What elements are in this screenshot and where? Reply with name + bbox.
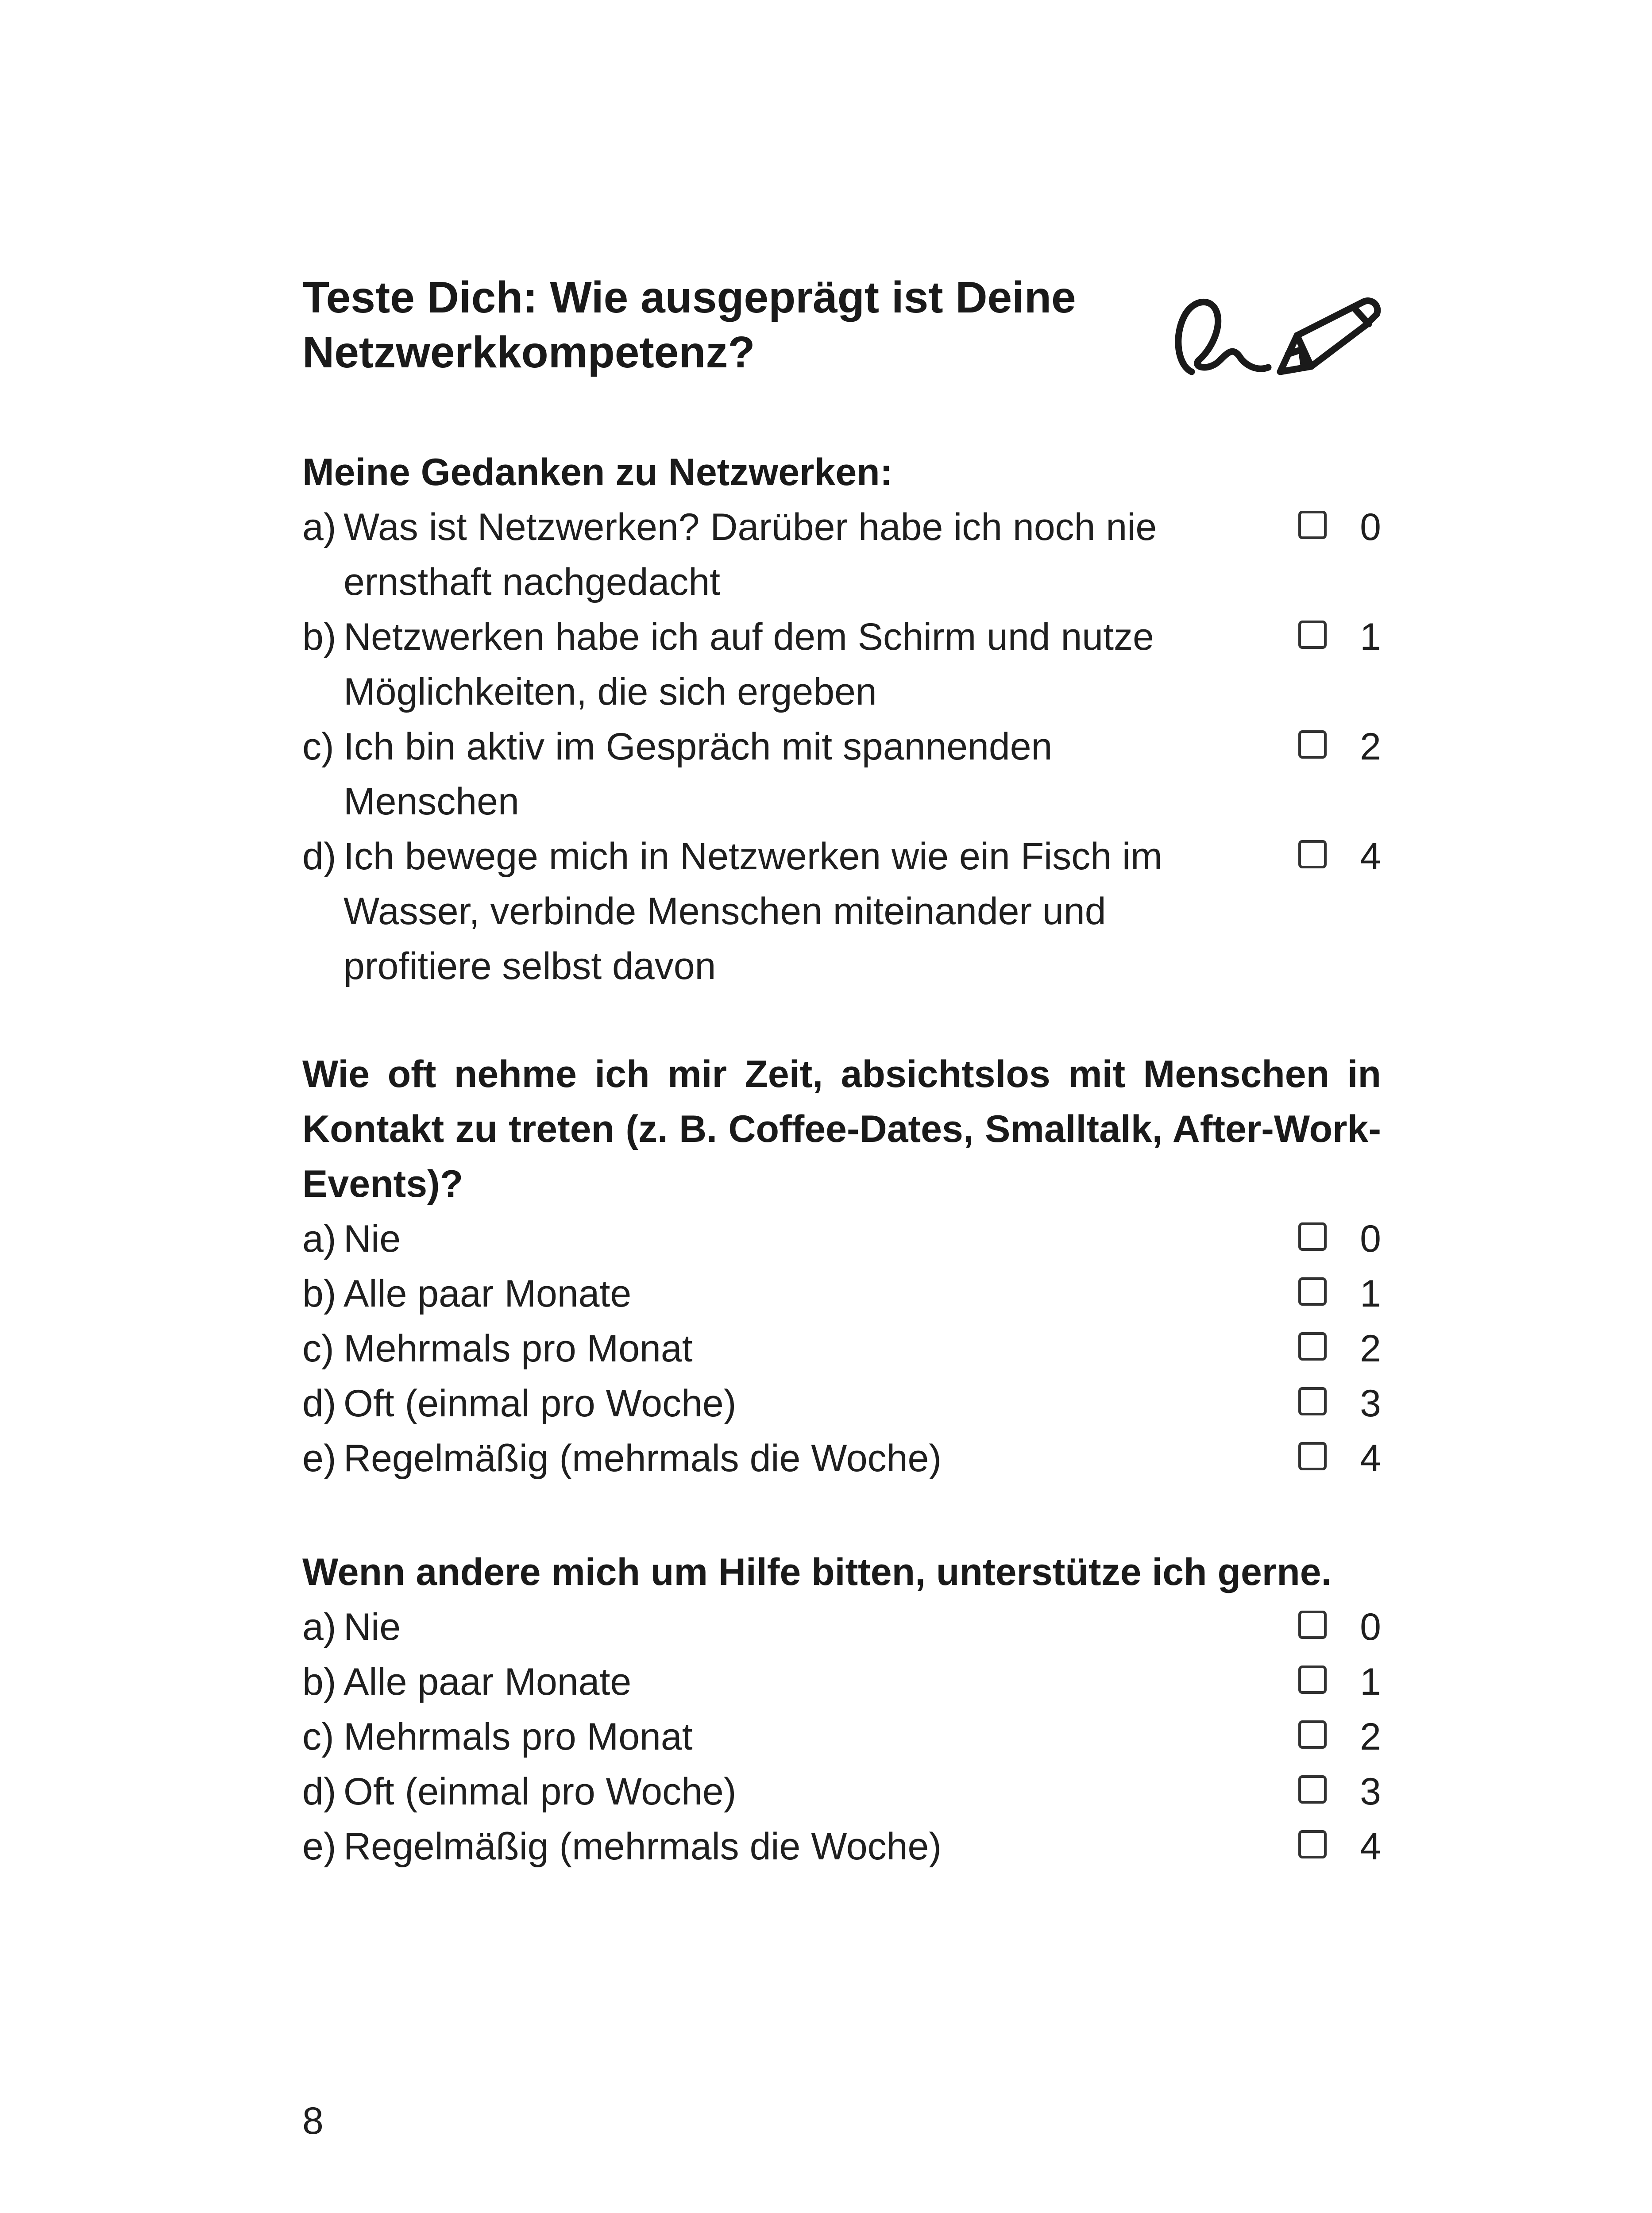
checkbox-icon[interactable] <box>1298 840 1327 868</box>
answer-option <box>302 1819 1381 1874</box>
option-text: Nie <box>344 1218 401 1260</box>
option-score: 4 <box>1360 1437 1381 1480</box>
answer-option <box>302 1431 1381 1486</box>
option-score: 3 <box>1360 1382 1381 1425</box>
answer-option <box>302 1600 1381 1654</box>
question-section-3 <box>302 1545 1381 1874</box>
option-letter: c) <box>302 1327 334 1370</box>
answer-option <box>302 1709 1381 1764</box>
option-text: Regelmäßig (mehrmals die Woche) <box>344 1825 942 1868</box>
checkbox-icon[interactable] <box>1298 1442 1327 1470</box>
pencil-scribble-icon <box>1169 283 1386 385</box>
option-text: Oft (einmal pro Woche) <box>344 1382 737 1425</box>
page-number: 8 <box>302 2100 324 2142</box>
question-section-2 <box>302 1047 1381 1486</box>
option-letter: b) <box>302 616 336 658</box>
option-letter: a) <box>302 1218 336 1260</box>
option-text: Ich bin aktiv im Gespräch mit spannenden Menschen <box>344 725 1053 823</box>
answer-option <box>302 1266 1381 1321</box>
option-text: Netzwerken habe ich auf dem Schirm und nutze Möglichkeiten, die sich ergeben <box>344 616 1154 713</box>
answer-option <box>302 1764 1381 1819</box>
option-text: Oft (einmal pro Woche) <box>344 1770 737 1813</box>
option-text: Mehrmals pro Monat <box>344 1716 693 1758</box>
checkbox-icon[interactable] <box>1298 1277 1327 1306</box>
checkbox-icon[interactable] <box>1298 1720 1327 1749</box>
answer-option <box>302 500 1381 609</box>
option-letter: e) <box>302 1437 336 1480</box>
checkbox-icon[interactable] <box>1298 1222 1327 1251</box>
option-text: Ich bewege mich in Netzwerken wie ein Fisch im Wasser, verbinde Menschen miteinander und profitiere selbst davon <box>344 835 1162 987</box>
option-letter: b) <box>302 1272 336 1315</box>
option-letter: d) <box>302 1382 336 1425</box>
answer-option <box>302 1321 1381 1376</box>
option-score: 1 <box>1360 1272 1381 1315</box>
checkbox-icon[interactable] <box>1298 1332 1327 1361</box>
checkbox-icon[interactable] <box>1298 621 1327 649</box>
question-section-1 <box>302 445 1381 994</box>
page-title-line-1: Teste Dich: Wie ausgeprägt ist Deine <box>302 273 1076 322</box>
answer-option <box>302 609 1381 719</box>
page-title-line-2: Netzwerkkompetenz? <box>302 328 755 377</box>
option-text: Alle paar Monate <box>344 1272 632 1315</box>
page-title <box>302 270 1188 380</box>
answer-option <box>302 1654 1381 1709</box>
checkbox-icon[interactable] <box>1298 1666 1327 1694</box>
answer-option <box>302 1211 1381 1266</box>
checkbox-icon[interactable] <box>1298 1830 1327 1858</box>
checkbox-icon[interactable] <box>1298 1611 1327 1639</box>
option-score: 1 <box>1360 616 1381 658</box>
option-score: 0 <box>1360 1218 1381 1260</box>
checkbox-icon[interactable] <box>1298 511 1327 539</box>
option-score: 0 <box>1360 506 1381 548</box>
option-letter: a) <box>302 1606 336 1648</box>
option-text: Was ist Netzwerken? Darüber habe ich noch nie ernsthaft nachgedacht <box>344 506 1157 603</box>
question-heading: Wie oft nehme ich mir Zeit, absichtslos mit Menschen in Kontakt zu treten (z. B. Coffee-Dates, Smalltalk, After-Work-Events)? <box>302 1053 1381 1205</box>
option-letter: d) <box>302 1770 336 1813</box>
question-heading: Wenn andere mich um Hilfe bitten, unterstütze ich gerne. <box>302 1551 1332 1593</box>
question-heading: Meine Gedanken zu Netzwerken: <box>302 451 893 493</box>
checkbox-icon[interactable] <box>1298 1775 1327 1804</box>
option-letter: c) <box>302 1716 334 1758</box>
option-score: 1 <box>1360 1661 1381 1703</box>
checkbox-icon[interactable] <box>1298 730 1327 759</box>
option-score: 2 <box>1360 1716 1381 1758</box>
option-text: Alle paar Monate <box>344 1661 632 1703</box>
option-text: Regelmäßig (mehrmals die Woche) <box>344 1437 942 1480</box>
option-text: Mehrmals pro Monat <box>344 1327 693 1370</box>
answer-option <box>302 829 1381 994</box>
answer-option <box>302 719 1381 829</box>
option-score: 3 <box>1360 1770 1381 1813</box>
option-score: 4 <box>1360 835 1381 878</box>
option-score: 2 <box>1360 1327 1381 1370</box>
checkbox-icon[interactable] <box>1298 1387 1327 1415</box>
option-letter: e) <box>302 1825 336 1868</box>
option-score: 2 <box>1360 725 1381 768</box>
option-letter: a) <box>302 506 336 548</box>
option-text: Nie <box>344 1606 401 1648</box>
option-letter: d) <box>302 835 336 878</box>
answer-option <box>302 1376 1381 1431</box>
option-letter: c) <box>302 725 334 768</box>
option-letter: b) <box>302 1661 336 1703</box>
option-score: 0 <box>1360 1606 1381 1648</box>
option-score: 4 <box>1360 1825 1381 1868</box>
